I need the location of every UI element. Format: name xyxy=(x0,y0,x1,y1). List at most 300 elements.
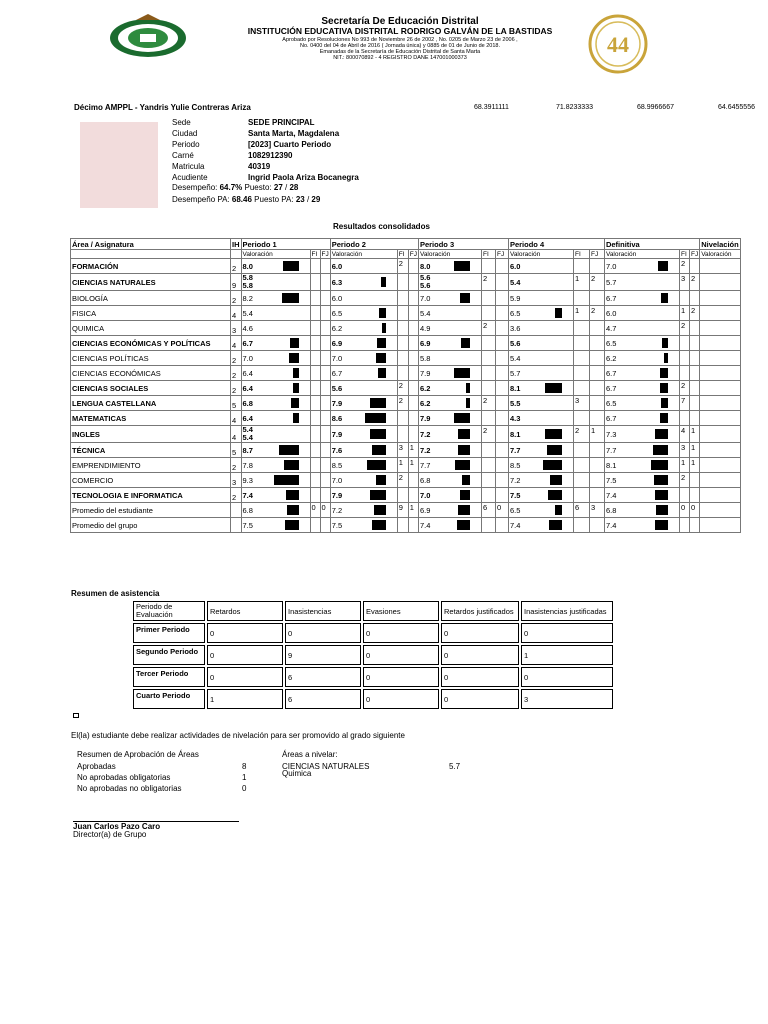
nivelacion-value xyxy=(700,336,741,351)
grade-value: 7.2 xyxy=(331,505,343,515)
info-value: 40319 xyxy=(248,162,271,171)
attendance-value: 0 xyxy=(441,623,519,643)
grade-value-multi xyxy=(243,426,253,442)
grade-bar xyxy=(661,293,668,303)
grade-bar xyxy=(372,520,386,530)
fi-value: 1 xyxy=(397,458,408,473)
col-fj-header: FJ xyxy=(321,250,329,258)
fj-value xyxy=(589,488,604,503)
grade-value: 7.6 xyxy=(331,445,343,455)
fj-value xyxy=(320,351,330,366)
grade-value-cell xyxy=(508,396,573,411)
grade-value-cell xyxy=(241,259,310,274)
school-logo xyxy=(108,14,188,58)
grade-value-multi xyxy=(420,274,430,290)
grade-value-cell xyxy=(241,411,310,426)
subject-ih: 2 xyxy=(231,458,242,473)
grade-value: 5.7 xyxy=(509,368,521,378)
fj-value xyxy=(320,426,330,443)
fi-value: 2 xyxy=(481,274,495,291)
attendance-header: Evasiones xyxy=(363,601,439,621)
grade-value: 7.3 xyxy=(605,429,617,439)
fi-value xyxy=(573,458,589,473)
grade-value: 6.5 xyxy=(605,398,617,408)
desempeno-line: Desempeño: 64.7% Puesto: 27 / 28 xyxy=(172,183,299,192)
subject-ih: 2 xyxy=(231,351,242,366)
fi-value xyxy=(310,488,320,503)
fi-value xyxy=(481,366,495,381)
grade-value-cell xyxy=(508,488,573,503)
fi-value xyxy=(310,426,320,443)
grade-value: 7.4 xyxy=(605,490,617,500)
grade-bar xyxy=(664,353,668,363)
fj-value xyxy=(495,473,508,488)
header-line-3: Emanadas de la Secretaría de Educación Distrital de Santa Marta xyxy=(319,49,481,55)
grade-bar xyxy=(379,308,386,318)
fj-value xyxy=(320,274,330,291)
attendance-period: Primer Periodo xyxy=(133,623,205,643)
grade-value: 5.6 xyxy=(419,273,431,282)
bullet-mark xyxy=(73,713,79,718)
grade-value-cell xyxy=(508,381,573,396)
attendance-header: Periodo de Evaluación xyxy=(133,601,205,621)
grade-bar xyxy=(378,368,386,378)
fi-value xyxy=(573,488,589,503)
fi-value xyxy=(679,411,689,426)
grade-value-cell xyxy=(330,336,397,351)
fj-value xyxy=(320,306,330,321)
table-row xyxy=(71,259,741,274)
grade-value-cell xyxy=(418,351,481,366)
fi-value xyxy=(679,488,689,503)
nivelacion-value xyxy=(700,503,741,518)
grade-bar xyxy=(549,520,562,530)
fj-value: 3 xyxy=(589,503,604,518)
fj-value xyxy=(495,381,508,396)
col-fi-header: FI xyxy=(679,250,689,259)
nivelacion-value xyxy=(700,366,741,381)
fj-value xyxy=(495,351,508,366)
table-row xyxy=(71,396,741,411)
fj-value xyxy=(495,518,508,533)
not-approved-optional-value: 0 xyxy=(242,784,247,793)
not-approved-mandatory-label: No aprobadas obligatorias xyxy=(77,773,171,782)
table-row xyxy=(71,274,741,291)
col-area-header: Área / Asignatura xyxy=(71,239,231,250)
fj-value xyxy=(689,366,699,381)
grade-value-cell xyxy=(418,321,481,336)
col-period-header: Periodo 3 xyxy=(418,239,508,250)
grade-bar xyxy=(365,413,386,423)
fj-value xyxy=(589,518,604,533)
fj-value xyxy=(408,518,418,533)
grade-value: 4.6 xyxy=(242,323,253,333)
grade-value-cell xyxy=(508,366,573,381)
fj-value xyxy=(320,259,330,274)
grade-value-cell xyxy=(241,488,310,503)
fj-value xyxy=(689,259,699,274)
subject-name: TECNOLOGIA E INFORMATICA xyxy=(71,488,231,503)
grade-value: 5.8 xyxy=(242,281,253,290)
grade-bar xyxy=(293,383,299,393)
grade-bar xyxy=(282,293,299,303)
fi-value xyxy=(310,458,320,473)
subject-name: CIENCIAS ECONÓMICAS xyxy=(71,366,231,381)
grade-value: 6.5 xyxy=(605,338,617,348)
grade-value-cell xyxy=(604,291,679,306)
info-label: Sede xyxy=(172,118,191,127)
fj-value: 2 xyxy=(589,306,604,321)
score-3: 68.9966667 xyxy=(637,104,674,111)
grade-value-cell xyxy=(330,274,397,291)
badge-number: 44 xyxy=(607,32,629,57)
desempeno-pa-pct: 68.46 xyxy=(231,195,252,204)
grade-value-cell xyxy=(604,351,679,366)
anniversary-badge xyxy=(582,14,654,74)
grade-value-cell xyxy=(241,518,310,533)
grade-value-cell xyxy=(508,503,573,518)
fj-value: 0 xyxy=(320,503,330,518)
grade-value: 7.5 xyxy=(331,520,343,530)
grade-value: 6.0 xyxy=(331,293,343,303)
subject-name: CIENCIAS NATURALES xyxy=(71,274,231,291)
grade-value: 7.0 xyxy=(605,261,617,271)
approved-value: 8 xyxy=(242,762,247,771)
grade-value: 7.9 xyxy=(419,368,431,378)
grade-bar xyxy=(381,277,386,287)
table-row xyxy=(71,458,741,473)
subject-ih: 3 xyxy=(231,321,242,336)
col-period-header: Periodo 1 xyxy=(241,239,330,250)
fi-value: 0 xyxy=(679,503,689,518)
attendance-value: 0 xyxy=(363,667,439,687)
grade-bar xyxy=(285,520,299,530)
grade-value: 7.7 xyxy=(419,460,431,470)
grade-value: 8.1 xyxy=(509,383,521,393)
attendance-period: Cuarto Periodo xyxy=(133,689,205,709)
grade-value-cell xyxy=(508,518,573,533)
grade-bar xyxy=(461,338,470,348)
grade-value: 6.7 xyxy=(605,413,617,423)
student-photo-placeholder xyxy=(80,122,158,208)
col-valoracion-header: Valoración xyxy=(330,250,397,259)
grade-bar xyxy=(460,293,470,303)
grade-value: 6.5 xyxy=(331,308,343,318)
fi-value: 2 xyxy=(679,321,689,336)
fj-value xyxy=(408,488,418,503)
fi-value xyxy=(481,351,495,366)
table-row xyxy=(71,518,741,533)
grade-bar xyxy=(545,429,562,439)
grade-value: 6.7 xyxy=(605,383,617,393)
attendance-header: Retardos xyxy=(207,601,283,621)
fi-value xyxy=(573,473,589,488)
col-nivelacion-header: Nivelación xyxy=(701,239,739,249)
grade-value-cell xyxy=(241,458,310,473)
fi-value xyxy=(481,259,495,274)
grade-value: 6.8 xyxy=(419,475,431,485)
grade-value: 7.7 xyxy=(509,445,521,455)
subject-name: MATEMATICAS xyxy=(71,411,231,426)
grade-value-cell xyxy=(508,259,573,274)
attendance-value: 0 xyxy=(441,689,519,709)
fi-value xyxy=(397,488,408,503)
grade-bar xyxy=(550,475,562,485)
grade-value: 7.9 xyxy=(331,429,343,439)
fi-value: 3 xyxy=(397,443,408,458)
grade-bar xyxy=(289,353,299,363)
fj-value xyxy=(495,274,508,291)
grade-bar xyxy=(658,261,668,271)
nivelacion-value xyxy=(700,518,741,533)
fi-value xyxy=(481,443,495,458)
info-label: Periodo xyxy=(172,140,200,149)
info-label: Matricula xyxy=(172,162,205,171)
nivelacion-value xyxy=(700,321,741,336)
grade-value: 7.8 xyxy=(242,460,253,470)
grade-value-cell xyxy=(330,426,397,443)
grade-value-cell xyxy=(330,443,397,458)
grade-value: 6.9 xyxy=(419,505,431,515)
fi-value xyxy=(397,518,408,533)
grade-value-cell xyxy=(418,426,481,443)
fi-value xyxy=(310,306,320,321)
fi-value xyxy=(310,291,320,306)
grade-value-cell xyxy=(330,291,397,306)
fi-value xyxy=(573,351,589,366)
col-ih-sub xyxy=(231,250,242,259)
subject-ih: 2 xyxy=(231,381,242,396)
grade-value-cell xyxy=(418,336,481,351)
puesto-pa-total: 29 xyxy=(311,195,321,204)
grade-value-cell xyxy=(508,336,573,351)
grade-bar xyxy=(293,368,299,378)
fi-value xyxy=(573,259,589,274)
table-row xyxy=(71,321,741,336)
fi-value xyxy=(481,291,495,306)
fi-value xyxy=(481,488,495,503)
fj-value xyxy=(408,259,418,274)
fi-value: 2 xyxy=(397,259,408,274)
grade-bar xyxy=(458,505,470,515)
attendance-value: 0 xyxy=(363,689,439,709)
grade-bar xyxy=(462,475,470,485)
puesto-total: 28 xyxy=(289,183,299,192)
header-title-institution: INSTITUCIÓN EDUCATIVA DISTRITAL RODRIGO GALVÁN DE LA BASTIDAS xyxy=(247,26,553,36)
grade-value: 7.9 xyxy=(331,490,343,500)
fj-value xyxy=(589,321,604,336)
grade-bar xyxy=(555,505,562,515)
col-valoracion-header: Valoración xyxy=(604,250,679,259)
subject-name: CIENCIAS ECONÓMICAS Y POLÍTICAS xyxy=(71,336,231,351)
grade-value-cell xyxy=(330,381,397,396)
grade-bar xyxy=(287,505,299,515)
grade-bar xyxy=(291,398,299,408)
attendance-value: 9 xyxy=(285,645,361,665)
info-label: Acudiente xyxy=(172,173,208,182)
fi-value: 2 xyxy=(679,259,689,274)
fi-value xyxy=(397,336,408,351)
nivelacion-value xyxy=(700,488,741,503)
grade-bar xyxy=(367,460,386,470)
fi-value xyxy=(481,473,495,488)
grade-bar xyxy=(290,338,299,348)
fi-value: 2 xyxy=(397,381,408,396)
fi-value: 6 xyxy=(481,503,495,518)
fi-value: 6 xyxy=(573,503,589,518)
info-label: Carné xyxy=(172,151,194,160)
fi-value xyxy=(481,306,495,321)
grade-bar xyxy=(466,383,470,393)
grade-bar xyxy=(655,429,668,439)
grade-value-cell xyxy=(508,321,573,336)
fi-value: 2 xyxy=(397,396,408,411)
attendance-value: 0 xyxy=(441,667,519,687)
grade-value: 7.5 xyxy=(605,475,617,485)
fi-value xyxy=(310,336,320,351)
grade-value: 5.4 xyxy=(419,308,431,318)
grade-bar xyxy=(279,445,299,455)
grades-table xyxy=(70,238,741,533)
fi-value xyxy=(310,366,320,381)
grade-bar xyxy=(654,475,668,485)
fj-value xyxy=(495,259,508,274)
subject-name: FORMACIÓN xyxy=(71,259,231,274)
score-4: 64.6455556 xyxy=(718,104,755,111)
grade-value: 6.7 xyxy=(605,368,617,378)
grade-bar xyxy=(548,490,562,500)
table-row xyxy=(133,667,613,687)
table-row xyxy=(71,503,741,518)
fj-value xyxy=(589,366,604,381)
fj-value: 1 xyxy=(689,426,699,443)
grade-bar xyxy=(466,398,470,408)
fj-value xyxy=(320,321,330,336)
col-valoracion-header: Valoración xyxy=(241,250,310,259)
subject-name: BIOLOGÍA xyxy=(71,291,231,306)
table-row xyxy=(71,473,741,488)
grade-value: 8.7 xyxy=(242,445,253,455)
grade-value: 7.4 xyxy=(419,520,431,530)
grade-value-cell xyxy=(604,411,679,426)
attendance-value: 6 xyxy=(285,667,361,687)
grade-value: 7.2 xyxy=(509,475,521,485)
fj-value xyxy=(320,336,330,351)
desempeno-label: Desempeño: xyxy=(172,183,218,192)
grade-value: 7.0 xyxy=(419,490,431,500)
fj-value xyxy=(689,396,699,411)
fj-value xyxy=(589,259,604,274)
fj-value xyxy=(589,351,604,366)
grade-value-cell xyxy=(241,291,310,306)
grade-value-cell xyxy=(604,321,679,336)
grade-value: 5.9 xyxy=(509,293,521,303)
table-row xyxy=(71,381,741,396)
grade-value: 5.4 xyxy=(509,353,521,363)
fi-value xyxy=(573,411,589,426)
grade-value: 5.4 xyxy=(242,308,253,318)
subject-name: INGLES xyxy=(71,426,231,443)
approval-title: Resumen de Aprobación de Áreas xyxy=(77,750,199,759)
puesto-pa-value: 23 xyxy=(295,195,305,204)
fj-value xyxy=(408,381,418,396)
info-value: 1082912390 xyxy=(248,151,293,160)
fi-value: 0 xyxy=(310,503,320,518)
fi-value xyxy=(679,291,689,306)
subject-name: CIENCIAS SOCIALES xyxy=(71,381,231,396)
subject-ih xyxy=(231,503,242,518)
grade-value-cell xyxy=(330,259,397,274)
grade-value: 6.2 xyxy=(419,383,431,393)
fi-value xyxy=(481,458,495,473)
subject-name: Promedio del grupo xyxy=(71,518,231,533)
fi-value xyxy=(573,518,589,533)
grade-value: 8.2 xyxy=(242,293,253,303)
table-row xyxy=(133,689,613,709)
attendance-header: Retardos justificados xyxy=(441,601,519,621)
fj-value xyxy=(320,443,330,458)
grade-value: 6.0 xyxy=(331,261,343,271)
grade-value-cell xyxy=(418,518,481,533)
grade-value: 6.0 xyxy=(605,308,617,318)
fj-value xyxy=(689,336,699,351)
results-title: Resultados consolidados xyxy=(333,222,430,231)
desempeno-pa-line: Desempeño PA: 68.46 Puesto PA: 23 / 29 xyxy=(172,195,321,204)
grade-value: 5.4 xyxy=(242,433,253,442)
fj-value xyxy=(589,381,604,396)
fi-value xyxy=(481,336,495,351)
col-definitiva-header: Definitiva xyxy=(604,239,699,250)
grade-value-cell xyxy=(330,518,397,533)
fj-value xyxy=(408,274,418,291)
grade-value-cell xyxy=(604,443,679,458)
grade-value-cell xyxy=(418,259,481,274)
not-approved-mandatory-value: 1 xyxy=(242,773,247,782)
fi-value: 3 xyxy=(679,443,689,458)
grade-bar xyxy=(286,490,299,500)
fj-value xyxy=(495,426,508,443)
area-sub: Quimica xyxy=(282,769,312,778)
grade-bar xyxy=(543,460,562,470)
grade-value-cell xyxy=(604,426,679,443)
attendance-value: 0 xyxy=(521,623,613,643)
grade-value-cell xyxy=(418,458,481,473)
grade-bar xyxy=(376,475,386,485)
fj-value xyxy=(689,518,699,533)
table-row xyxy=(133,623,613,643)
approved-label: Aprobadas xyxy=(77,762,116,771)
grade-value: 7.7 xyxy=(605,445,617,455)
fj-value xyxy=(589,396,604,411)
grade-value-cell xyxy=(418,396,481,411)
fi-value xyxy=(573,443,589,458)
fi-value xyxy=(679,336,689,351)
grade-bar xyxy=(660,413,668,423)
not-approved-optional-label: No aprobadas no obligatorias xyxy=(77,784,182,793)
signature-role: Director(a) de Grupo xyxy=(73,830,147,839)
grade-value: 7.2 xyxy=(419,445,431,455)
nivelacion-value xyxy=(700,291,741,306)
grade-value: 8.1 xyxy=(605,460,617,470)
fj-value xyxy=(320,291,330,306)
fi-value: 2 xyxy=(397,473,408,488)
grade-value-cell xyxy=(418,274,481,291)
col-fi-header: FI xyxy=(481,250,495,259)
grade-value: 6.7 xyxy=(242,338,253,348)
fi-value xyxy=(397,366,408,381)
fi-value xyxy=(310,351,320,366)
grade-value-cell xyxy=(241,381,310,396)
